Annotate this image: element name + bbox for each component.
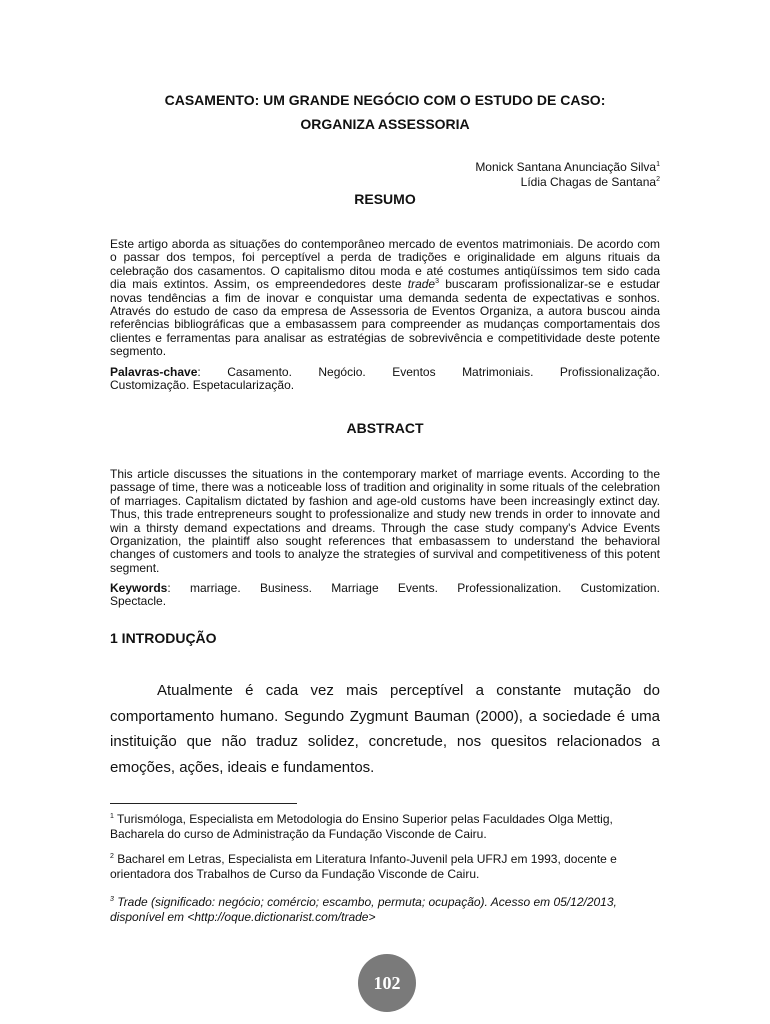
keyword: Marriage <box>331 581 379 595</box>
footnote-2 <box>110 852 660 882</box>
author-name: Monick Santana Anunciação Silva <box>475 160 657 174</box>
keyword: Business. <box>259 581 312 595</box>
paper-page <box>110 0 660 1024</box>
keyword: Profissionalização. <box>559 365 660 379</box>
trade-word: trade <box>407 277 436 292</box>
keywords-label: Palavras-chave <box>110 365 198 379</box>
keyword: Professionalization. <box>457 581 562 595</box>
keyword: Negócio. <box>318 365 366 379</box>
abstract-heading: ABSTRACT <box>346 420 424 436</box>
author-note-ref: 1 <box>656 161 660 168</box>
footnote-number: 3 <box>110 896 114 903</box>
footnote-number: 1 <box>110 813 114 820</box>
intro-paragraph: Atualmente é cada vez mais perceptível a constante mutação do comportamento humano. Segundo Zygmunt Bauman (2000), a sociedade é uma instituição que não traduz solidez, concretude, nos quesitos relacionados a emoções, ações, ideais e fundamentos. <box>110 682 660 776</box>
section-heading: 1 INTRODUÇÃO <box>110 630 217 646</box>
footnote-1 <box>110 812 660 842</box>
keyword: Eventos <box>392 365 436 379</box>
resumo-text-part-1: Este artigo aborda as situações do contemporâneo mercado de eventos matrimoniais. De acordo com o passar dos tempos, foi perceptível a perda de tradições e originalidade em alguns rituais da celebração dos casamentos. O capitalismo ditou moda e até costumes antiqüíssimos tem sido cada dia mais extintos. Assim, os empreendedores deste <box>110 237 660 292</box>
title-line-2: ORGANIZA ASSESSORIA <box>300 116 470 132</box>
keywords-row-2: Spectacle. <box>110 594 167 609</box>
abstract-body: This article discusses the situations in the contemporary market of marriage events. According to the passage of time, there was a noticeable loss of tradition and originality in some rituals of the celebration of marriages. Capitalism dictated by fashion and age-old customs have been increasingly extinct day. Thus, this trade entrepreneurs sought to professionalize and study new trends in order to innovate and win a thirsty demand expectations and dreams. Through the case study company's Advice Events Organization, the plaintiff also sought references that embasassem to understand the behavioral changes of customers and tools to analyze the strategies of survival and competitiveness of this potent segment. <box>110 467 660 575</box>
author-2 <box>475 175 660 190</box>
resumo-body <box>110 238 660 359</box>
keywords-row: Palavras-chave: Casamento. Negócio. Eventos Matrimoniais. Profissionalização. <box>110 365 660 379</box>
title-line-1: CASAMENTO: UM GRANDE NEGÓCIO COM O ESTUDO DE CASO: <box>164 92 606 108</box>
keywords-row-2: Customização. Espetacularização. <box>110 378 295 393</box>
footnote-text: Bacharel em Letras, Especialista em Literatura Infanto-Juvenil pela UFRJ em 1993, docente e orientadora dos Trabalhos de Curso da Fundação Visconde de Cairu. <box>110 852 617 881</box>
author-name: Lídia Chagas de Santana <box>520 175 657 189</box>
abstract-keywords <box>110 582 660 609</box>
author-list <box>475 160 660 190</box>
author-1 <box>475 160 660 175</box>
footnote-text: Trade (significado: negócio; comércio; escambo, permuta; ocupação). Acesso em 05/12/2013, disponível em <http://oque.dictionarist.com/trade> <box>110 895 617 924</box>
paper-title <box>110 88 660 136</box>
resumo-heading: RESUMO <box>354 191 416 207</box>
keyword: marriage. <box>189 581 241 595</box>
keywords-row: Keywords: marriage. Business. Marriage Events. Professionalization. Customization. <box>110 581 660 595</box>
author-note-ref: 2 <box>656 176 660 183</box>
keywords-label: Keywords <box>110 581 168 595</box>
trade-note-ref: 3 <box>435 278 439 286</box>
footnote-divider <box>110 803 297 804</box>
footnote-3 <box>110 895 660 925</box>
footnote-number: 2 <box>110 853 114 860</box>
resumo-text-part-2: buscaram profissionalizar-se e estudar novas tendências a fim de inovar e conquistar uma demanda sedenta de expectativas e sonhos. Através do estudo de caso da empresa de Assessoria de Eventos Organiza, a autora buscou ainda referências bibliográficas que a embasassem para compreender as mudanças comportamentais dos clientes e ferramentas para analisar as estratégias de sobrevivência e competitividade deste potente segmento. <box>110 277 661 359</box>
keyword: Matrimoniais. <box>462 365 534 379</box>
footnote-text: Turismóloga, Especialista em Metodologia do Ensino Superior pelas Faculdades Olga Mettig, Bacharela do curso de Administração da Fundação Visconde de Cairu. <box>110 812 613 841</box>
resumo-keywords <box>110 366 660 393</box>
keyword: Events. <box>397 581 438 595</box>
keyword: Customization. <box>580 581 660 595</box>
page-number-badge: 102 <box>358 954 416 1012</box>
keyword: Casamento. <box>227 365 292 379</box>
